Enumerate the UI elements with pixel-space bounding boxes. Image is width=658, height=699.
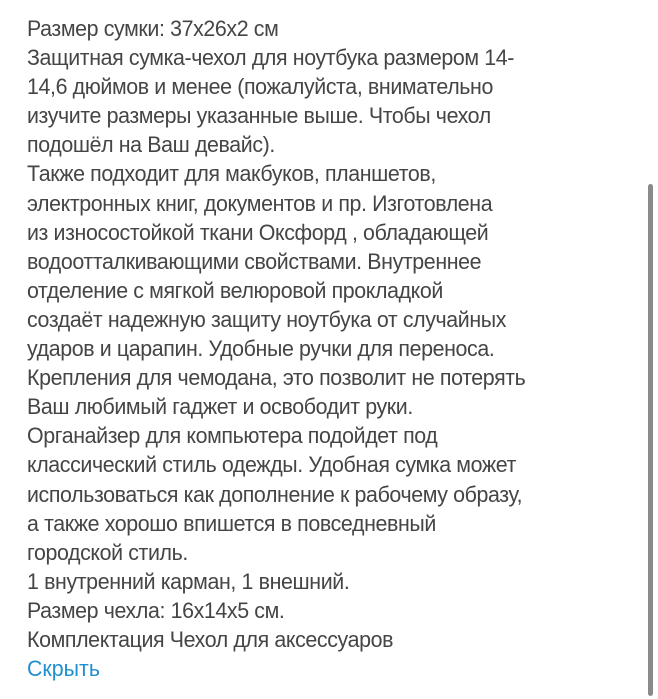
- description-line: подошёл на Ваш девайс).: [27, 132, 275, 158]
- description-line: Комплектация Чехол для аксессуаров: [27, 626, 394, 652]
- description-line: электронных книг, документов и пр. Изготовлена: [27, 190, 493, 216]
- description-line: использоваться как дополнение к рабочему образу,: [27, 481, 523, 507]
- description-line: ударов и царапин. Удобные ручки для переноса.: [27, 336, 495, 362]
- description-line: изучите размеры указанные выше. Чтобы чехол: [27, 103, 491, 129]
- description-line: классический стиль одежды. Удобная сумка может: [27, 452, 516, 478]
- description-line: водоотталкивающими свойствами. Внутреннее: [27, 248, 482, 274]
- description-line: городской стиль.: [27, 539, 188, 565]
- collapse-description-link[interactable]: Скрыть: [27, 656, 100, 682]
- description-line: из износостойкой ткани Оксфорд , обладающей: [27, 219, 489, 245]
- description-line: Размер сумки: 37x26x2 см: [27, 16, 279, 41]
- description-line: Также подходит для макбуков, планшетов,: [27, 161, 436, 187]
- product-description: [27, 14, 637, 683]
- description-line: Размер чехла: 16x14x5 см.: [27, 597, 285, 623]
- description-line: 1 внутренний карман, 1 внешний.: [27, 568, 350, 594]
- description-line: Органайзер для компьютера подойдет под: [27, 423, 438, 449]
- description-line: 14,6 дюймов и менее (пожалуйста, внимательно: [27, 74, 494, 100]
- description-line: создаёт надежную защиту ноутбука от случайных: [27, 306, 507, 332]
- description-line: а также хорошо впишется в повседневный: [27, 510, 436, 536]
- vertical-scrollbar[interactable]: [648, 184, 653, 696]
- description-line: Ваш любимый гаджет и освободит руки.: [27, 394, 413, 420]
- description-line: отделение с мягкой велюровой прокладкой: [27, 277, 443, 303]
- description-line: Крепления для чемодана, это позволит не потерять: [27, 365, 526, 391]
- description-line: Защитная сумка-чехол для ноутбука размером 14-: [27, 45, 515, 71]
